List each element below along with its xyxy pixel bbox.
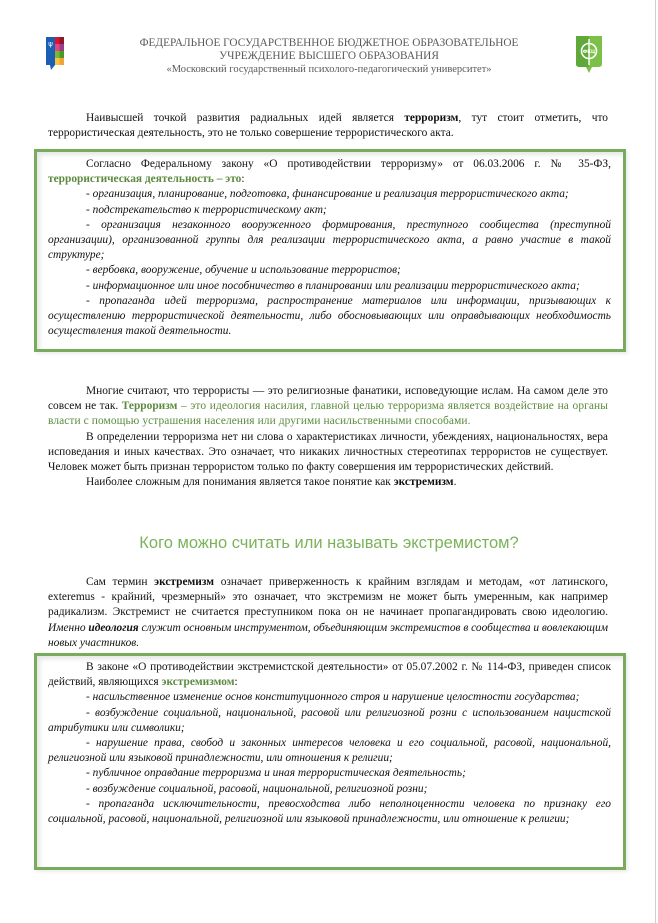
extremism-paragraph xyxy=(48,575,608,651)
header-line-3: «Московский государственный психолого-педагогический университет» xyxy=(166,64,492,75)
box1-item: - подстрекательство к террористическому акт; xyxy=(86,203,327,216)
p3-bold-term: экстремизм xyxy=(393,476,454,489)
intro-bold-term: терроризм xyxy=(404,112,459,124)
extremism-bold-term: экстремизм xyxy=(154,576,215,588)
paragraph-terrorists xyxy=(48,384,608,430)
extremism-italic-rest: служит основным инструментом, объединяющим экстремистов в сообщества и вовлекающим новых участников. xyxy=(48,621,608,649)
box2-item: - публичное оправдание терроризма и иная террористическая деятельность; xyxy=(86,767,466,780)
box2-lead xyxy=(48,660,611,690)
extremism-italic-bold: идеология xyxy=(88,621,139,634)
p1-text: Многие считают, что террористы — это религиозные фанатики, исповедующие ислам. На самом деле это совсем не так. xyxy=(48,385,608,413)
extremism-law-box xyxy=(34,653,626,870)
p1-green-definition: – это идеология насилия, главной целью терроризма является воздействие на органы власти с помощью устрашения населения или другими насильственными способами. xyxy=(48,400,608,428)
paragraph-definition: В определении терроризма нет ни слова о характеристиках личности, убеждениях, национальностях, вера исповедания и иных качествах. Это означает, что никаких личностных стереотипах террористов не существует. Человек может быть признан террористом только по факту совершения им террористических действий. xyxy=(48,430,608,474)
box1-item: - организация незаконного вооруженного формирования, преступного сообщества (преступной организации), организованной группы для реализации террористического акта, а равно участие в такой структуре; xyxy=(48,218,611,262)
box2-item: - насильственное изменение основ конституционного строя и нарушение целостности государства; xyxy=(86,691,580,704)
fkc-shield-logo-icon xyxy=(576,36,602,74)
mgppu-shield-logo-icon xyxy=(46,37,64,71)
box1-item: - вербовка, вооружение, обучение и использование террористов; xyxy=(86,264,401,277)
box1-lead-text: Согласно Федеральному закону «О противодействии терроризму» от 06.03.2006 г. № 35-ФЗ, xyxy=(86,158,611,170)
box2-item: - нарушение права, свобод и законных интересов человека и его социальной, расовой, национальной, религиозной или языковой принадлежности, или отношения к религии; xyxy=(48,737,611,765)
box2-item: - возбуждение социальной, национальной, расовой или религиозной розни с использованием нацистской атрибутики или символики; xyxy=(48,706,611,734)
page-edge-line xyxy=(655,0,656,923)
header-line-1: ФЕДЕРАЛЬНОЕ ГОСУДАРСТВЕННОЕ БЮДЖЕТНОЕ ОБРАЗОВАТЕЛЬНОЕ xyxy=(139,37,519,49)
institution-name xyxy=(100,37,558,76)
box1-lead xyxy=(48,157,611,187)
svg-text:ФКЦ: ФКЦ xyxy=(582,50,596,55)
p3-period: . xyxy=(453,476,457,489)
box2-lead-text: В законе «О противодействии экстремистской деятельности» от 05.07.2002 г. № 114-ФЗ, приведен список действий, являющихся xyxy=(48,661,611,689)
p1-green-term: Терроризм xyxy=(121,400,178,413)
extremism-italic: Именно xyxy=(48,621,89,634)
extremism-text: Сам термин xyxy=(86,576,155,588)
section-title: Кого можно считать или называть экстремистом? xyxy=(139,534,519,552)
intro-paragraph xyxy=(48,111,608,141)
box2-lead-colon: : xyxy=(234,676,238,689)
box2-item: - пропаганда исключительности, превосходства либо неполноценности человека по признаку его социальной, расовой, национальной, религиозной или языковой принадлежности, или отношение к религии; xyxy=(48,797,611,826)
intro-text-rest: , тут стоит отметить, что террористическая деятельность, это не только совершение террористического акта. xyxy=(48,112,608,140)
box1-item: - информационное или иное пособничество в планировании или реализации террористического акта; xyxy=(86,279,580,292)
p3-text: Наиболее сложным для понимания является такое понятие как xyxy=(86,476,394,489)
box1-item: - организация, планирование, подготовка, финансирование и реализация террористического акта; xyxy=(86,188,569,201)
intro-text: Наивысшей точкой развития радиальных идей является xyxy=(86,112,405,124)
box2-lead-green: экстремизмом xyxy=(161,676,235,689)
box1-lead-green: террористическая деятельность – это xyxy=(48,173,242,186)
extremism-text-mid: означает приверженность к крайним взглядам и методам, «от латинского, exteremus - крайний, чрезмерный» это означает, что экстремизм не может быть умеренным, как например радикализм. Экстремист не считается преступником пока он не начинает пропагандировать свою идеологию. xyxy=(48,576,608,619)
box1-lead-colon: : xyxy=(241,173,245,186)
box1-item: - пропаганда идей терроризма, распространение материалов или информации, призывающих к осуществлению террористической деятельности, либо обосновывающих или оправдывающих необходимость осуществления такой деятельности. xyxy=(48,294,611,338)
header-line-2: УЧРЕЖДЕНИЕ ВЫСШЕГО ОБРАЗОВАНИЯ xyxy=(219,50,439,62)
middle-paragraphs xyxy=(48,384,608,490)
terrorism-law-box xyxy=(34,149,626,352)
paragraph-extremism-intro xyxy=(48,475,608,490)
document-header xyxy=(0,32,658,82)
svg-text:ψ: ψ xyxy=(48,40,53,48)
box2-item: - возбуждение социальной, расовой, национальной, религиозной розни; xyxy=(86,782,428,795)
